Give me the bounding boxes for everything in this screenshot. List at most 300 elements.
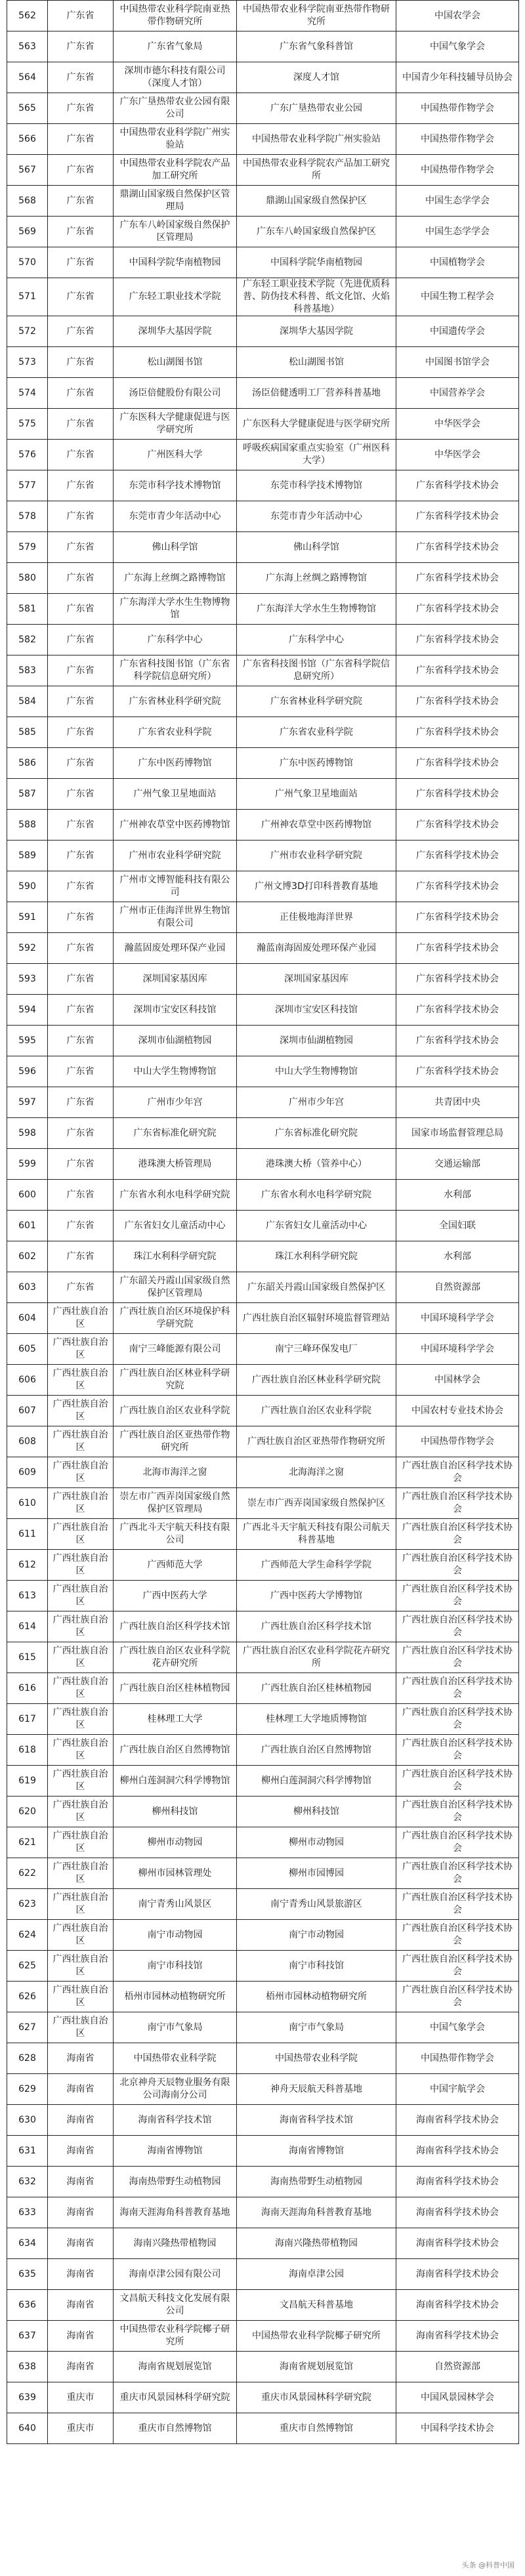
cell-recommender: 广东省科学技术协会 xyxy=(396,717,519,748)
cell-site-name: 北海海洋之窗 xyxy=(237,1457,396,1488)
cell-site-name: 广东中医药博物馆 xyxy=(237,748,396,779)
cell-number: 632 xyxy=(7,2167,48,2197)
cell-province: 广东省 xyxy=(48,933,114,964)
cell-site-name: 海南天涯海角科普教育基地 xyxy=(237,2197,396,2228)
cell-site-name: 中国热带农业科学院南亚热带作物研究所 xyxy=(237,1,396,31)
cell-province: 广东省 xyxy=(48,871,114,902)
table-row xyxy=(7,1,519,31)
cell-number: 638 xyxy=(7,2352,48,2382)
cell-site-name: 鼎湖山国家级自然保护区 xyxy=(237,186,396,217)
cell-recommender: 广东省科学技术协会 xyxy=(396,779,519,810)
cell-organization: 广东科学中心 xyxy=(114,625,237,655)
cell-site-name: 广西壮族自治区科学技术馆 xyxy=(237,1611,396,1642)
cell-number: 599 xyxy=(7,1149,48,1180)
cell-number: 624 xyxy=(7,1920,48,1951)
cell-number: 576 xyxy=(7,440,48,470)
cell-recommender: 中国营养学会 xyxy=(396,378,519,409)
cell-recommender: 中国遗传学会 xyxy=(396,316,519,347)
cell-organization: 海南省博物馆 xyxy=(114,2136,237,2167)
cell-number: 612 xyxy=(7,1550,48,1581)
cell-province: 广西壮族自治区 xyxy=(48,1766,114,1797)
cell-site-name: 广东省标准化研究院 xyxy=(237,1118,396,1149)
cell-province: 重庆市 xyxy=(48,2413,114,2444)
cell-organization: 南宁三峰能源有限公司 xyxy=(114,1334,237,1365)
cell-number: 565 xyxy=(7,93,48,124)
cell-recommender: 广东省科学技术协会 xyxy=(396,995,519,1026)
cell-organization: 广东省妇女儿童活动中心 xyxy=(114,1211,237,1241)
cell-site-name: 深圳国家基因库 xyxy=(237,964,396,995)
table-row xyxy=(7,1488,519,1519)
cell-province: 重庆市 xyxy=(48,2382,114,2413)
cell-site-name: 海南热带野生动植物园 xyxy=(237,2167,396,2197)
cell-province: 海南省 xyxy=(48,2352,114,2382)
cell-organization: 广州市少年宫 xyxy=(114,1087,237,1118)
cell-site-name: 柳州市动物园 xyxy=(237,1827,396,1858)
cell-organization: 广东海洋大学水生生物博物馆 xyxy=(114,594,237,625)
cell-site-name: 柳州白莲洞洞穴科学博物馆 xyxy=(237,1766,396,1797)
cell-recommender: 广西壮族自治区科学技术协会 xyxy=(396,1858,519,1889)
cell-number: 631 xyxy=(7,2136,48,2167)
cell-province: 海南省 xyxy=(48,2105,114,2136)
cell-site-name: 广东省林业科学研究院 xyxy=(237,686,396,717)
cell-number: 570 xyxy=(7,247,48,278)
cell-organization: 海南卓津公园有限公司 xyxy=(114,2259,237,2290)
cell-province: 广东省 xyxy=(48,31,114,62)
cell-site-name: 广东省气象科普馆 xyxy=(237,31,396,62)
cell-number: 633 xyxy=(7,2197,48,2228)
cell-number: 608 xyxy=(7,1426,48,1457)
table-row xyxy=(7,810,519,841)
cell-site-name: 广东轻工职业技术学院（先进优质科普、防伪技术科普、纸文化馆、火焰科普基地） xyxy=(237,278,396,316)
table-row xyxy=(7,686,519,717)
cell-province: 广东省 xyxy=(48,247,114,278)
cell-site-name: 文昌航天科普基地 xyxy=(237,2290,396,2321)
cell-site-name: 中山大学生物博物馆 xyxy=(237,1056,396,1087)
cell-organization: 中国热带农业科学院 xyxy=(114,2043,237,2074)
cell-organization: 广州市农业科学研究院 xyxy=(114,841,237,871)
table-row xyxy=(7,1026,519,1056)
cell-organization: 广西壮族自治区林业科学研究院 xyxy=(114,1365,237,1396)
cell-site-name: 深度人才馆 xyxy=(237,62,396,93)
cell-organization: 文昌航天科技文化发展有限公司 xyxy=(114,2290,237,2321)
cell-province: 广东省 xyxy=(48,1149,114,1180)
cell-site-name: 广东医科大学健康促进与医学研究所 xyxy=(237,409,396,440)
cell-number: 571 xyxy=(7,278,48,316)
cell-recommender: 广西壮族自治区科学技术协会 xyxy=(396,1951,519,1982)
cell-recommender: 中国热带作物学会 xyxy=(396,2043,519,2074)
cell-site-name: 广西中医药大学博物馆 xyxy=(237,1581,396,1611)
table-row xyxy=(7,278,519,316)
table-row xyxy=(7,1581,519,1611)
table-row xyxy=(7,594,519,625)
cell-organization: 广东中医药博物馆 xyxy=(114,748,237,779)
cell-site-name: 东莞市青少年活动中心 xyxy=(237,501,396,532)
table-row xyxy=(7,347,519,378)
cell-number: 583 xyxy=(7,655,48,686)
cell-province: 广西壮族自治区 xyxy=(48,1611,114,1642)
cell-organization: 广东省水利水电科学研究院 xyxy=(114,1180,237,1211)
table-row xyxy=(7,1303,519,1334)
cell-recommender: 中国环境科学学会 xyxy=(396,1334,519,1365)
table-row xyxy=(7,2290,519,2321)
cell-recommender: 中华医学会 xyxy=(396,440,519,470)
cell-organization: 南宁市动物园 xyxy=(114,1920,237,1951)
cell-number: 611 xyxy=(7,1519,48,1550)
cell-number: 606 xyxy=(7,1365,48,1396)
cell-number: 621 xyxy=(7,1827,48,1858)
cell-province: 广西壮族自治区 xyxy=(48,1673,114,1704)
cell-organization: 广东医科大学健康促进与医学研究所 xyxy=(114,409,237,440)
cell-recommender: 广西壮族自治区科学技术协会 xyxy=(396,1827,519,1858)
cell-organization: 重庆市自然博物馆 xyxy=(114,2413,237,2444)
table-row xyxy=(7,1334,519,1365)
cell-site-name: 柳州市园博园 xyxy=(237,1858,396,1889)
cell-province: 广西壮族自治区 xyxy=(48,1858,114,1889)
table-row xyxy=(7,2352,519,2382)
cell-number: 607 xyxy=(7,1396,48,1426)
cell-site-name: 广西北斗天宇航天科技有限公司航天科普基地 xyxy=(237,1519,396,1550)
cell-organization: 海南热带野生动植物园 xyxy=(114,2167,237,2197)
cell-recommender: 广西壮族自治区科学技术协会 xyxy=(396,1735,519,1766)
cell-organization: 桂林理工大学 xyxy=(114,1704,237,1735)
table-row xyxy=(7,1766,519,1797)
cell-organization: 广东省林业科学研究院 xyxy=(114,686,237,717)
cell-province: 广西壮族自治区 xyxy=(48,1365,114,1396)
cell-province: 广东省 xyxy=(48,62,114,93)
cell-recommender: 广西壮族自治区科学技术协会 xyxy=(396,1519,519,1550)
cell-province: 广西壮族自治区 xyxy=(48,1827,114,1858)
cell-province: 广西壮族自治区 xyxy=(48,1457,114,1488)
cell-recommender: 广东省科学技术协会 xyxy=(396,532,519,563)
cell-site-name: 广州市农业科学研究院 xyxy=(237,841,396,871)
cell-recommender: 海南省科学技术协会 xyxy=(396,2197,519,2228)
table-row xyxy=(7,1550,519,1581)
cell-organization: 柳州白莲洞洞穴科学博物馆 xyxy=(114,1766,237,1797)
cell-recommender: 中国热带作物学会 xyxy=(396,93,519,124)
cell-organization: 港珠澳大桥管理局 xyxy=(114,1149,237,1180)
cell-province: 广西壮族自治区 xyxy=(48,1550,114,1581)
cell-recommender: 广东省科学技术协会 xyxy=(396,871,519,902)
cell-recommender: 广西壮族自治区科学技术协会 xyxy=(396,1611,519,1642)
cell-site-name: 广东省科技图书馆（广东省科学院信息研究所） xyxy=(237,655,396,686)
cell-province: 广东省 xyxy=(48,1241,114,1272)
watermark: 头条 @科普中国 xyxy=(459,2559,518,2571)
table-row xyxy=(7,1673,519,1704)
cell-number: 610 xyxy=(7,1488,48,1519)
cell-province: 广东省 xyxy=(48,1056,114,1087)
cell-number: 627 xyxy=(7,2012,48,2043)
table-row xyxy=(7,1365,519,1396)
cell-province: 广东省 xyxy=(48,1118,114,1149)
table-row xyxy=(7,748,519,779)
cell-organization: 广西师范大学 xyxy=(114,1550,237,1581)
cell-recommender: 中国气象学会 xyxy=(396,31,519,62)
cell-site-name: 瀚蓝南海固废处理环保产业园 xyxy=(237,933,396,964)
cell-recommender: 海南省科学技术协会 xyxy=(396,2136,519,2167)
cell-province: 广西壮族自治区 xyxy=(48,1334,114,1365)
cell-recommender: 水利部 xyxy=(396,1241,519,1272)
cell-recommender: 广东省科学技术协会 xyxy=(396,964,519,995)
cell-organization: 广西北斗天宇航天科技有限公司 xyxy=(114,1519,237,1550)
cell-number: 579 xyxy=(7,532,48,563)
cell-number: 625 xyxy=(7,1951,48,1982)
cell-province: 广东省 xyxy=(48,1,114,31)
cell-number: 609 xyxy=(7,1457,48,1488)
cell-recommender: 广西壮族自治区科学技术协会 xyxy=(396,1889,519,1920)
cell-province: 海南省 xyxy=(48,2228,114,2259)
cell-number: 581 xyxy=(7,594,48,625)
cell-recommender: 中国生态学学会 xyxy=(396,186,519,217)
cell-province: 广东省 xyxy=(48,563,114,594)
cell-number: 585 xyxy=(7,717,48,748)
cell-recommender: 中国图书馆学会 xyxy=(396,347,519,378)
cell-organization: 中国热带农业科学院南亚热带作物研究所 xyxy=(114,1,237,31)
cell-site-name: 神舟天辰航天科普基地 xyxy=(237,2074,396,2105)
cell-number: 564 xyxy=(7,62,48,93)
cell-recommender: 广东省科学技术协会 xyxy=(396,686,519,717)
table-row xyxy=(7,625,519,655)
cell-number: 563 xyxy=(7,31,48,62)
cell-organization: 柳州市动物园 xyxy=(114,1827,237,1858)
cell-organization: 南宁青秀山风景区 xyxy=(114,1889,237,1920)
table-row xyxy=(7,186,519,217)
table-row xyxy=(7,316,519,347)
cell-number: 639 xyxy=(7,2382,48,2413)
cell-province: 海南省 xyxy=(48,2290,114,2321)
cell-site-name: 中国科学院华南植物园 xyxy=(237,247,396,278)
cell-province: 广东省 xyxy=(48,316,114,347)
cell-site-name: 广东科学中心 xyxy=(237,625,396,655)
table-row xyxy=(7,2105,519,2136)
cell-province: 广东省 xyxy=(48,1211,114,1241)
cell-organization: 海南兴隆热带植物园 xyxy=(114,2228,237,2259)
cell-site-name: 深圳市仙湖植物园 xyxy=(237,1026,396,1056)
table-row xyxy=(7,841,519,871)
cell-province: 广东省 xyxy=(48,902,114,933)
cell-recommender: 中国热带作物学会 xyxy=(396,1426,519,1457)
cell-organization: 广西壮族自治区桂林植物园 xyxy=(114,1673,237,1704)
cell-province: 广西壮族自治区 xyxy=(48,1396,114,1426)
cell-organization: 广东轻工职业技术学院 xyxy=(114,278,237,316)
cell-number: 597 xyxy=(7,1087,48,1118)
cell-province: 广东省 xyxy=(48,779,114,810)
cell-recommender: 广东省科学技术协会 xyxy=(396,563,519,594)
cell-number: 604 xyxy=(7,1303,48,1334)
cell-organization: 鼎湖山国家级自然保护区管理局 xyxy=(114,186,237,217)
cell-site-name: 广州文博3D打印科普教育基地 xyxy=(237,871,396,902)
table-row xyxy=(7,871,519,902)
cell-organization: 深圳市德尔科技有限公司（深度人才馆） xyxy=(114,62,237,93)
cell-site-name: 深圳市宝安区科技馆 xyxy=(237,995,396,1026)
cell-province: 广东省 xyxy=(48,964,114,995)
science-base-table xyxy=(7,0,519,2444)
cell-province: 广东省 xyxy=(48,1180,114,1211)
cell-number: 595 xyxy=(7,1026,48,1056)
cell-site-name: 汤臣倍健透明工厂营养科普基地 xyxy=(237,378,396,409)
cell-site-name: 海南省博物馆 xyxy=(237,2136,396,2167)
table-row xyxy=(7,1087,519,1118)
cell-recommender: 海南省科学技术协会 xyxy=(396,2105,519,2136)
table-row xyxy=(7,155,519,186)
cell-province: 广西壮族自治区 xyxy=(48,1889,114,1920)
cell-organization: 中国热带农业科学院广州实验站 xyxy=(114,124,237,155)
cell-site-name: 海南省科学技术馆 xyxy=(237,2105,396,2136)
cell-recommender: 中国热带作物学会 xyxy=(396,155,519,186)
cell-organization: 北海市海洋之窗 xyxy=(114,1457,237,1488)
cell-organization: 海南省规划展览馆 xyxy=(114,2352,237,2382)
cell-province: 广东省 xyxy=(48,686,114,717)
cell-organization: 深圳市仙湖植物园 xyxy=(114,1026,237,1056)
cell-site-name: 广东海上丝绸之路博物馆 xyxy=(237,563,396,594)
cell-province: 海南省 xyxy=(48,2321,114,2352)
table-row xyxy=(7,2043,519,2074)
table-row xyxy=(7,1426,519,1457)
cell-site-name: 梧州市园林动植物研究所 xyxy=(237,1982,396,2012)
cell-site-name: 佛山科学馆 xyxy=(237,532,396,563)
table-row xyxy=(7,779,519,810)
cell-recommender: 广西壮族自治区科学技术协会 xyxy=(396,1550,519,1581)
cell-province: 广东省 xyxy=(48,409,114,440)
cell-number: 580 xyxy=(7,563,48,594)
table-row xyxy=(7,655,519,686)
cell-site-name: 广西壮族自治区农业科学院花卉研究所 xyxy=(237,1642,396,1673)
cell-recommender: 广东省科学技术协会 xyxy=(396,501,519,532)
table-row xyxy=(7,1797,519,1827)
cell-recommender: 中国风景园林学会 xyxy=(396,2382,519,2413)
cell-recommender: 中国农村专业技术协会 xyxy=(396,1396,519,1426)
cell-province: 广东省 xyxy=(48,440,114,470)
cell-recommender: 中国环境科学学会 xyxy=(396,1303,519,1334)
table-row xyxy=(7,1519,519,1550)
cell-organization: 梧州市园林动植物研究所 xyxy=(114,1982,237,2012)
cell-site-name: 广东车八岭国家级自然保护区 xyxy=(237,217,396,247)
cell-province: 广东省 xyxy=(48,748,114,779)
cell-organization: 广州气象卫星地面站 xyxy=(114,779,237,810)
table-row xyxy=(7,124,519,155)
cell-number: 626 xyxy=(7,1982,48,2012)
cell-site-name: 广州气象卫星地面站 xyxy=(237,779,396,810)
cell-recommender: 中国林学会 xyxy=(396,1365,519,1396)
cell-province: 海南省 xyxy=(48,2167,114,2197)
cell-province: 广东省 xyxy=(48,278,114,316)
cell-province: 广东省 xyxy=(48,1272,114,1303)
cell-province: 海南省 xyxy=(48,2043,114,2074)
table-row xyxy=(7,1889,519,1920)
cell-number: 637 xyxy=(7,2321,48,2352)
table-row xyxy=(7,1920,519,1951)
cell-number: 569 xyxy=(7,217,48,247)
table-row xyxy=(7,217,519,247)
table-row xyxy=(7,62,519,93)
table-row xyxy=(7,1118,519,1149)
cell-number: 584 xyxy=(7,686,48,717)
cell-organization: 广州医科大学 xyxy=(114,440,237,470)
cell-recommender: 中国生物工程学会 xyxy=(396,278,519,316)
cell-number: 630 xyxy=(7,2105,48,2136)
cell-number: 577 xyxy=(7,470,48,501)
cell-recommender: 中国宇航学会 xyxy=(396,2074,519,2105)
cell-recommender: 广东省科学技术协会 xyxy=(396,655,519,686)
cell-province: 海南省 xyxy=(48,2197,114,2228)
cell-province: 广东省 xyxy=(48,995,114,1026)
cell-site-name: 南宁三峰环保发电厂 xyxy=(237,1334,396,1365)
table-row xyxy=(7,1241,519,1272)
cell-number: 636 xyxy=(7,2290,48,2321)
table-row xyxy=(7,2228,519,2259)
cell-province: 广西壮族自治区 xyxy=(48,1982,114,2012)
cell-recommender: 全国妇联 xyxy=(396,1211,519,1241)
cell-organization: 广西壮族自治区科学技术馆 xyxy=(114,1611,237,1642)
table-row xyxy=(7,1272,519,1303)
cell-recommender: 广西壮族自治区科学技术协会 xyxy=(396,1982,519,2012)
table-row xyxy=(7,563,519,594)
cell-recommender: 海南省科学技术协会 xyxy=(396,2167,519,2197)
cell-organization: 海南省科学技术馆 xyxy=(114,2105,237,2136)
table-row xyxy=(7,995,519,1026)
cell-site-name: 广西壮族自治区桂林植物园 xyxy=(237,1673,396,1704)
cell-number: 587 xyxy=(7,779,48,810)
table-row xyxy=(7,1457,519,1488)
cell-site-name: 南宁市科技馆 xyxy=(237,1951,396,1982)
cell-organization: 广东省农业科学院 xyxy=(114,717,237,748)
cell-number: 596 xyxy=(7,1056,48,1087)
cell-site-name: 中国热带农业科学院农产品加工研究所 xyxy=(237,155,396,186)
cell-site-name: 广东省农业科学院 xyxy=(237,717,396,748)
cell-number: 640 xyxy=(7,2413,48,2444)
cell-organization: 深圳市宝安区科技馆 xyxy=(114,995,237,1026)
table-row xyxy=(7,2321,519,2352)
table-row xyxy=(7,470,519,501)
cell-recommender: 海南省科学技术协会 xyxy=(396,2321,519,2352)
table-row xyxy=(7,2136,519,2167)
cell-province: 广东省 xyxy=(48,501,114,532)
cell-organization: 广东韶关丹霞山国家级自然保护区管理局 xyxy=(114,1272,237,1303)
cell-recommender: 广西壮族自治区科学技术协会 xyxy=(396,1642,519,1673)
table-row xyxy=(7,1611,519,1642)
table-row xyxy=(7,1396,519,1426)
cell-recommender: 广西壮族自治区科学技术协会 xyxy=(396,1920,519,1951)
table-row xyxy=(7,1858,519,1889)
cell-organization: 广东省科技图书馆（广东省科学院信息研究所） xyxy=(114,655,237,686)
cell-province: 广东省 xyxy=(48,1026,114,1056)
cell-number: 568 xyxy=(7,186,48,217)
table-row xyxy=(7,1982,519,2012)
cell-province: 广西壮族自治区 xyxy=(48,1920,114,1951)
cell-recommender: 中国植物学会 xyxy=(396,247,519,278)
cell-site-name: 重庆市自然博物馆 xyxy=(237,2413,396,2444)
cell-number: 591 xyxy=(7,902,48,933)
cell-recommender: 中国科学技术协会 xyxy=(396,2413,519,2444)
cell-recommender: 广东省科学技术协会 xyxy=(396,625,519,655)
cell-province: 广西壮族自治区 xyxy=(48,1581,114,1611)
cell-number: 634 xyxy=(7,2228,48,2259)
cell-province: 广西壮族自治区 xyxy=(48,1951,114,1982)
cell-province: 广西壮族自治区 xyxy=(48,1704,114,1735)
cell-number: 618 xyxy=(7,1735,48,1766)
cell-organization: 广西壮族自治区亚热带作物研究所 xyxy=(114,1426,237,1457)
cell-number: 622 xyxy=(7,1858,48,1889)
table-body xyxy=(7,1,519,2444)
cell-organization: 广西壮族自治区农业科学院 xyxy=(114,1396,237,1426)
cell-number: 603 xyxy=(7,1272,48,1303)
cell-organization: 珠江水利科学研究院 xyxy=(114,1241,237,1272)
cell-organization: 广东省标准化研究院 xyxy=(114,1118,237,1149)
cell-province: 广西壮族自治区 xyxy=(48,1735,114,1766)
cell-organization: 广东省气象局 xyxy=(114,31,237,62)
cell-organization: 汤臣倍健股份有限公司 xyxy=(114,378,237,409)
table-row xyxy=(7,93,519,124)
cell-organization: 广州神农草堂中医药博物馆 xyxy=(114,810,237,841)
